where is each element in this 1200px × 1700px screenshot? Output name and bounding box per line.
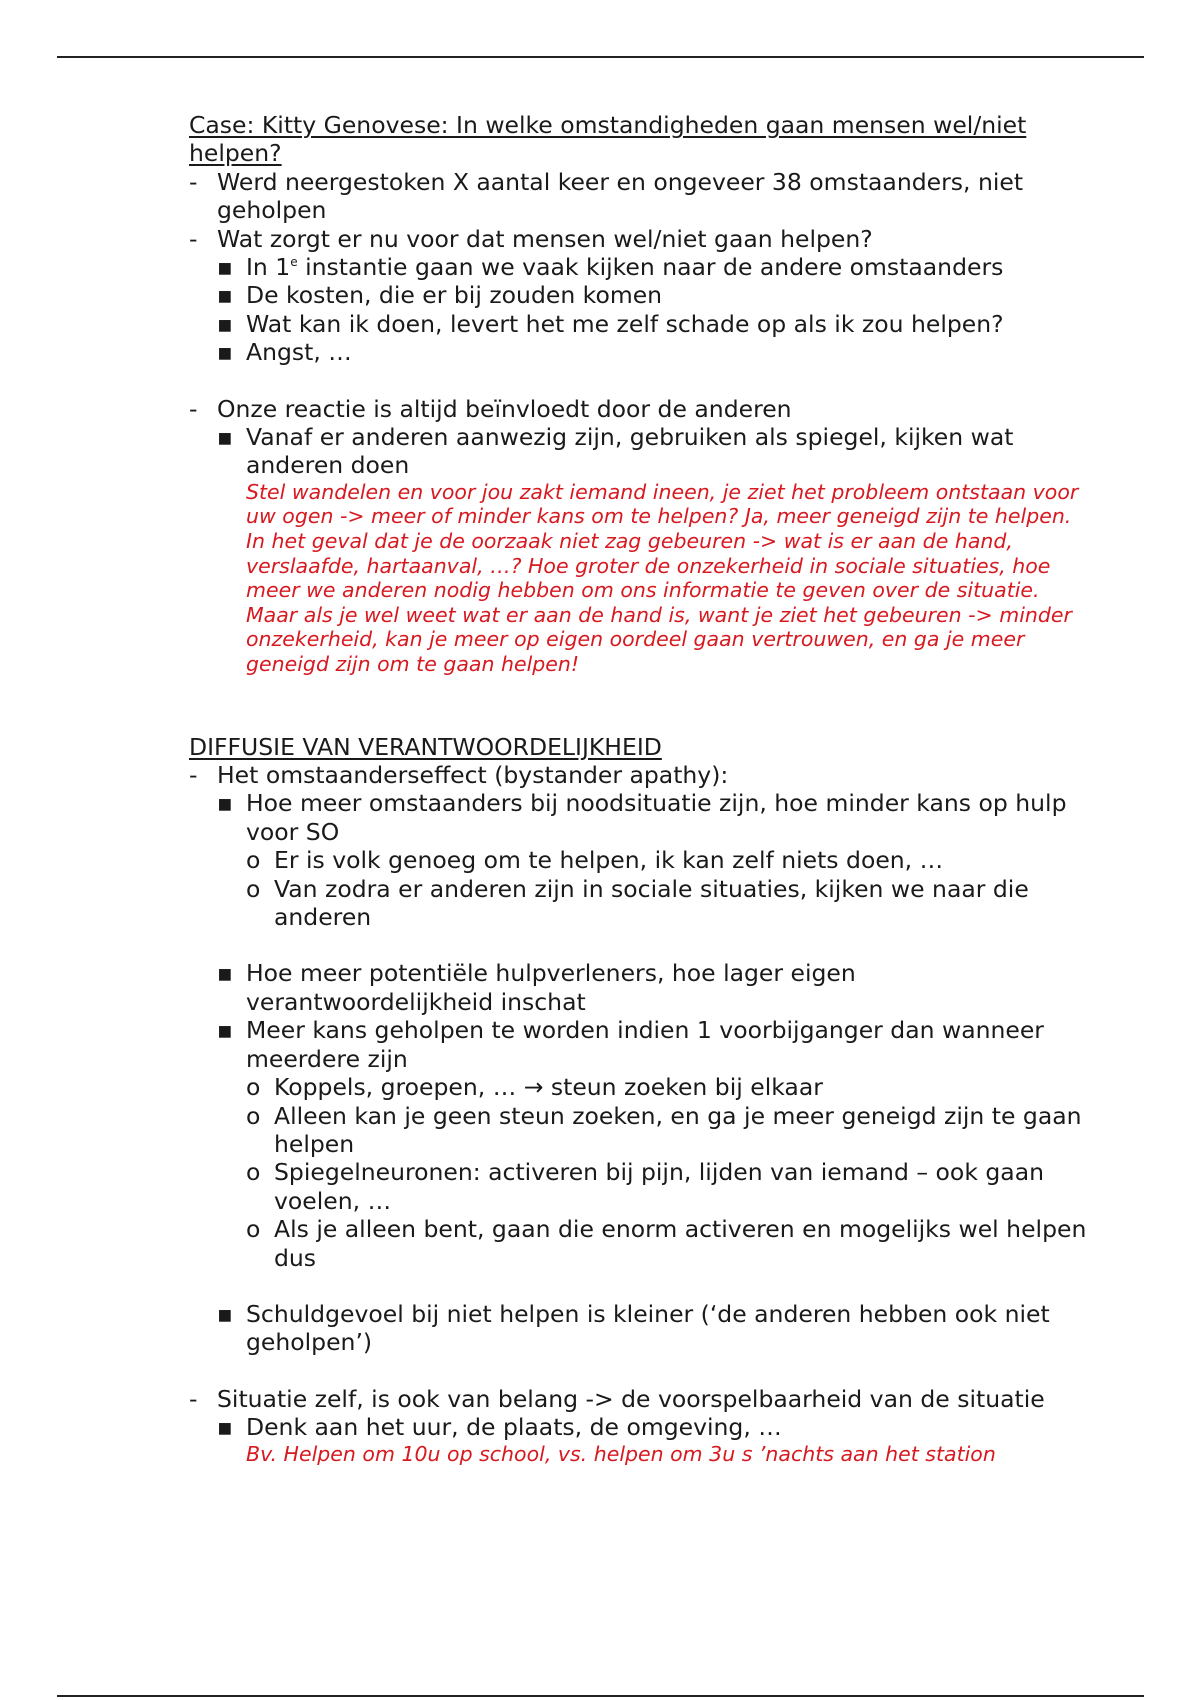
bullet-item: ▪ Angst, … <box>189 338 1089 366</box>
sub-item: o Er is volk genoeg om te helpen, ik kan zelf niets doen, … <box>189 846 1089 874</box>
red-note: Bv. Helpen om 10u op school, vs. helpen om 3u s ’nachts aan het station <box>246 1441 996 1466</box>
case-heading: Case: Kitty Genovese: In welke omstandigheden gaan mensen wel/niet helpen? <box>189 111 1027 168</box>
sub-item: o Koppels, groepen, … → steun zoeken bij elkaar <box>189 1073 1089 1101</box>
sub-item: o Spiegelneuronen: activeren bij pijn, lijden van iemand – ook gaan voelen, … <box>189 1158 1089 1215</box>
sub-item: o Alleen kan je geen steun zoeken, en ga je meer geneigd zijn te gaan helpen <box>189 1102 1089 1159</box>
bullet-item: ▪ Hoe meer potentiële hulpverleners, hoe lager eigen verantwoordelijkheid inschat <box>189 959 1089 1016</box>
superscript: e <box>290 255 298 270</box>
sub-item: o Van zodra er anderen zijn in sociale situaties, kijken we naar die anderen <box>189 875 1089 932</box>
sub-item: o Als je alleen bent, gaan die enorm activeren en mogelijks wel helpen dus <box>189 1215 1089 1272</box>
list-item: - Wat zorgt er nu voor dat mensen wel/niet gaan helpen? <box>189 225 1089 253</box>
list-item: - Situatie zelf, is ook van belang -> de voorspelbaarheid van de situatie <box>189 1385 1089 1413</box>
bullet-item: ▪ Meer kans geholpen te worden indien 1 voorbijganger dan wanneer meerdere zijn <box>189 1016 1089 1073</box>
bullet-item: ▪ De kosten, die er bij zouden komen <box>189 281 1089 309</box>
list-item: - Onze reactie is altijd beïnvloedt door de anderen <box>189 395 1089 423</box>
red-note: Stel wandelen en voor jou zakt iemand ineen, je ziet het probleem ontstaan voor uw ogen -> meer of minder kans om te helpen? Ja, meer geneigd zijn te helpen. <box>246 479 1079 529</box>
bullet-item <box>189 253 1089 281</box>
bullet-item: ▪ Hoe meer omstaanders bij noodsituatie zijn, hoe minder kans op hulp voor SO <box>189 789 1089 846</box>
header-rule <box>57 56 1144 58</box>
bullet-item: ▪ Wat kan ik doen, levert het me zelf schade op als ik zou helpen? <box>189 310 1089 338</box>
bullet-item: ▪ Schuldgevoel bij niet helpen is kleiner (‘de anderen hebben ook niet geholpen’) <box>189 1300 1089 1357</box>
spacer <box>189 931 1089 959</box>
text-fragment: instantie gaan we vaak kijken naar de andere omstaanders <box>297 253 1004 282</box>
diffusie-heading: DIFFUSIE VAN VERANTWOORDELIJKHEID <box>189 732 662 761</box>
bullet-item: ▪ Denk aan het uur, de plaats, de omgeving, … <box>189 1413 1089 1441</box>
document-body <box>189 111 1089 1466</box>
list-item: - Het omstaanderseffect (bystander apathy): <box>189 761 1089 789</box>
spacer <box>189 677 1089 733</box>
spacer <box>189 367 1089 395</box>
bullet-item: ▪ Vanaf er anderen aanwezig zijn, gebruiken als spiegel, kijken wat anderen doen <box>189 423 1089 480</box>
list-item: - Werd neergestoken X aantal keer en ongeveer 38 omstaanders, niet geholpen <box>189 168 1089 225</box>
footer-rule <box>57 1695 1144 1697</box>
spacer <box>189 1272 1089 1300</box>
text-fragment: In 1 <box>246 253 291 282</box>
red-note: In het geval dat je de oorzaak niet zag gebeuren -> wat is er aan de hand, verslaafde, hartaanval, …? Hoe groter de onzekerheid in sociale situaties, hoe meer we anderen nodig hebben om ons informatie te geven over de situatie. Maar als je wel weet wat er aan de hand is, want je ziet het gebeuren -> minder onzekerheid, kan je meer op eigen oordeel gaan vertrouwen, en ga je meer geneigd zijn om te gaan helpen! <box>246 529 1072 677</box>
spacer <box>189 1357 1089 1385</box>
